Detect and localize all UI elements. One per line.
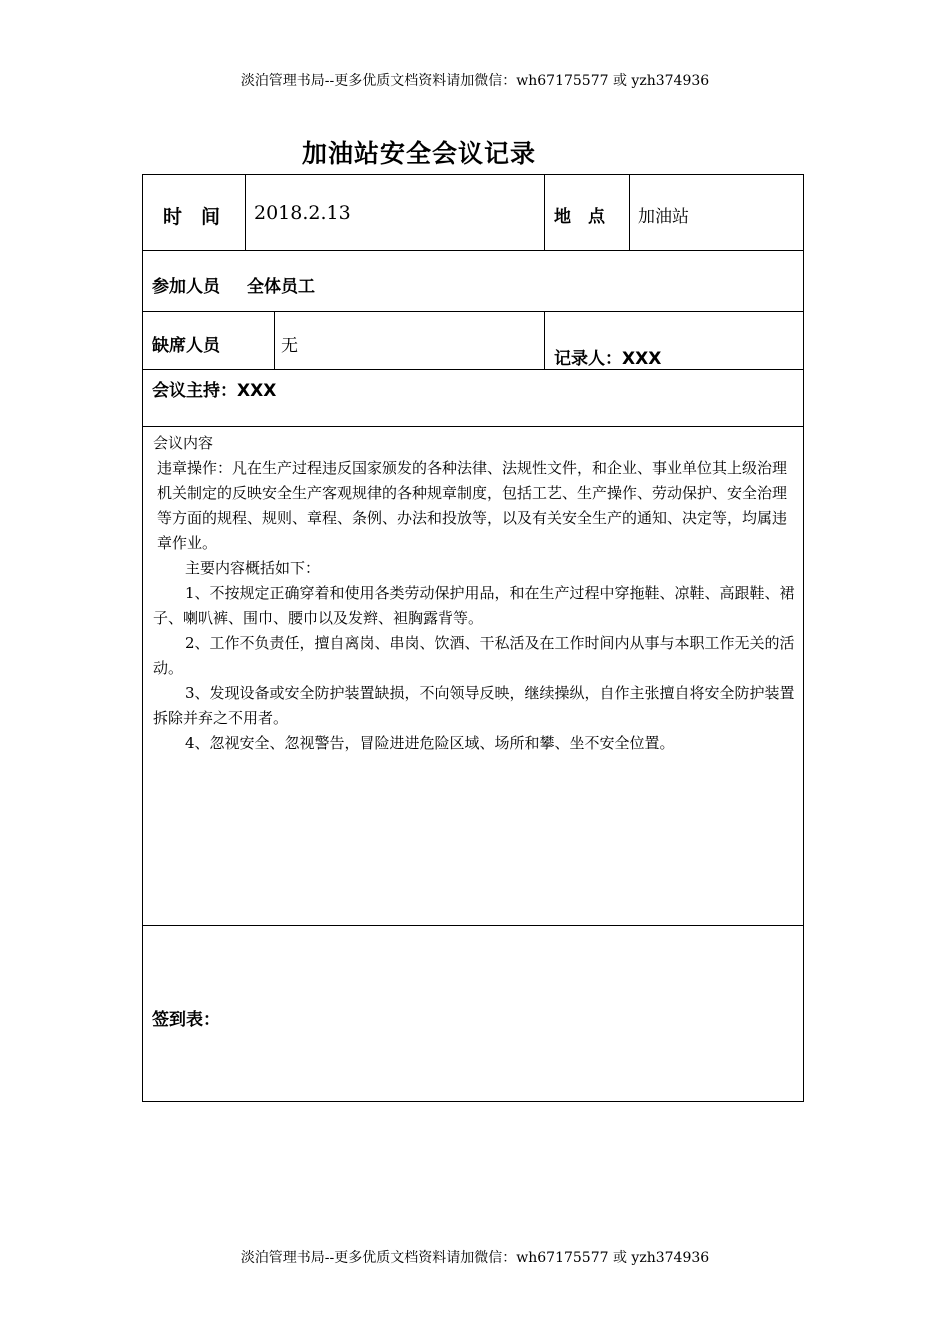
content-paragraph: 2、工作不负责任，擅自离岗、串岗、饮酒、干私活及在工作时间内从事与本职工作无关的活动。 <box>153 634 795 677</box>
attendees-label: 参加人员 <box>152 277 220 297</box>
column-divider <box>544 311 545 369</box>
page-header: 淡泊管理书局--更多优质文档资料请加微信：wh67175577 或 yzh374936 <box>240 73 710 89</box>
content-paragraph: 4、忽视安全、忽视警告，冒险进进危险区域、场所和攀、坐不安全位置。 <box>185 734 675 752</box>
row-divider <box>143 250 803 251</box>
absent-label: 缺席人员 <box>152 336 220 356</box>
content-paragraph: 3、发现设备或安全防护装置缺损，不向领导反映，继续操纵，自作主张擅自将安全防护装置拆除并弃之不用者。 <box>153 684 795 727</box>
meeting-record-table <box>142 174 804 1102</box>
time-value: 2018.2.13 <box>254 202 351 224</box>
recorder-label: 记录人：XXX <box>554 349 662 369</box>
page-title: 加油站安全会议记录 <box>302 139 537 168</box>
time-label: 时 间 <box>163 206 221 228</box>
absent-value: 无 <box>281 336 298 356</box>
row-divider <box>143 925 803 926</box>
row-divider <box>143 426 803 427</box>
place-value: 加油站 <box>638 207 689 227</box>
column-divider <box>629 175 630 250</box>
content-heading: 会议内容 <box>153 434 214 452</box>
signin-label: 签到表： <box>152 1010 220 1030</box>
host-label: 会议主持：XXX <box>152 381 277 401</box>
attendees-value: 全体员工 <box>247 277 315 297</box>
page-footer: 淡泊管理书局--更多优质文档资料请加微信：wh67175577 或 yzh374936 <box>240 1250 710 1266</box>
meeting-content <box>153 431 796 756</box>
row-divider <box>143 311 803 312</box>
place-label: 地 点 <box>554 207 605 227</box>
column-divider <box>274 311 275 369</box>
column-divider <box>245 175 246 250</box>
content-paragraph: 1、不按规定正确穿着和使用各类劳动保护用品，和在生产过程中穿拖鞋、凉鞋、高跟鞋、裙子、喇叭裤、围巾、腰巾以及发辫、袒胸露背等。 <box>153 584 795 627</box>
content-paragraph: 违章操作：凡在生产过程违反国家颁发的各种法律、法规性文件，和企业、事业单位其上级治理机关制定的反映安全生产客观规律的各种规章制度，包括工艺、生产操作、劳动保护、安全治理等方面的规程、规则、章程、条例、办法和投放等，以及有关安全生产的通知、决定等，均属违章作业。 <box>157 459 788 552</box>
column-divider <box>544 175 545 250</box>
row-divider <box>143 369 803 370</box>
content-paragraph: 主要内容概括如下： <box>185 559 321 577</box>
